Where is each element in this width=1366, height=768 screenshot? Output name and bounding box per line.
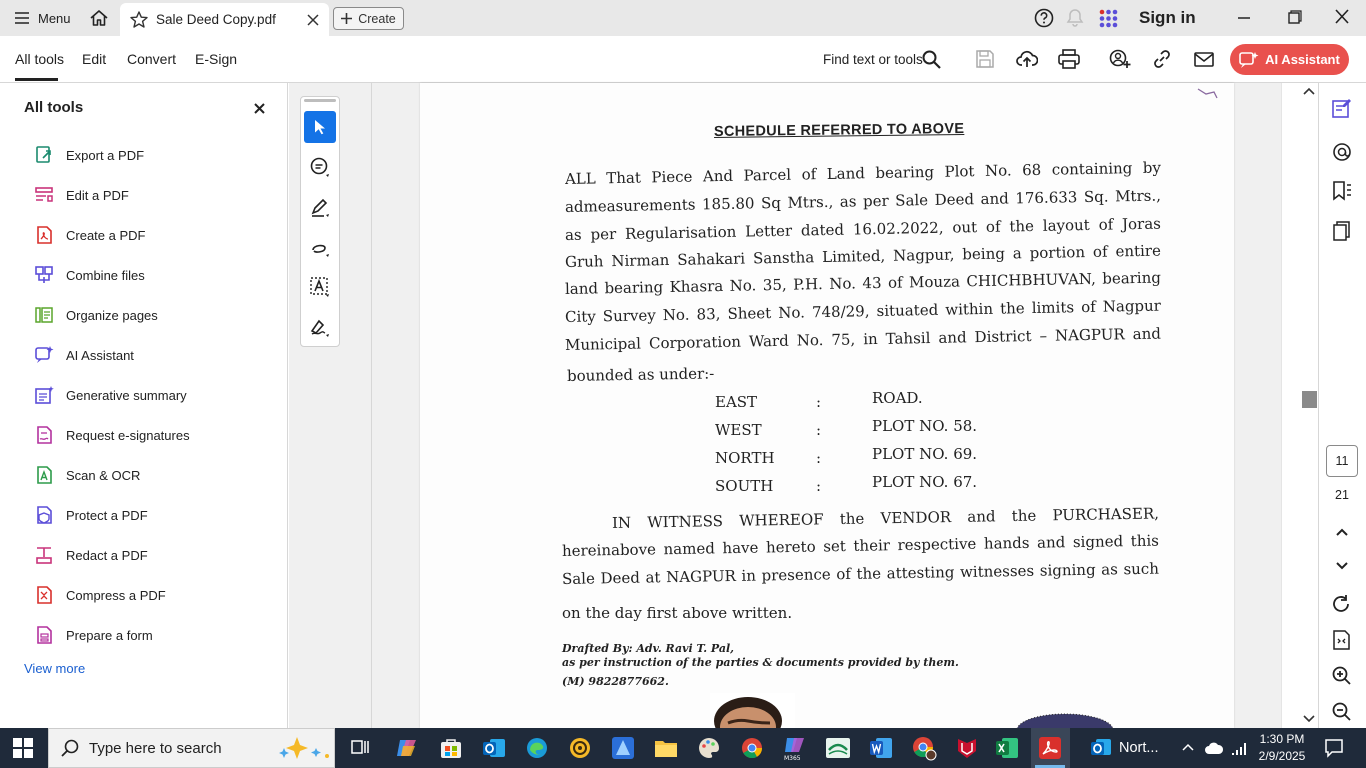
boundary-separator: : xyxy=(816,421,822,439)
scan-ocr-icon xyxy=(34,465,54,485)
close-panel-icon[interactable] xyxy=(253,102,266,115)
cursor-icon xyxy=(313,119,327,135)
boundary-separator: : xyxy=(816,477,822,495)
comment-icon xyxy=(309,156,331,178)
clock-date: 2/9/2025 xyxy=(1258,749,1306,763)
app-gradient-icon[interactable] xyxy=(608,734,638,762)
notification-bell-icon[interactable] xyxy=(1066,8,1084,28)
maximize-icon[interactable] xyxy=(1282,8,1306,28)
acrobat-app-icon[interactable] xyxy=(1035,734,1065,762)
compress-pdf-icon xyxy=(34,585,54,605)
tool-item-combine-files[interactable] xyxy=(34,264,145,286)
tool-item-label: Prepare a form xyxy=(66,627,153,643)
tab-esign[interactable]: E-Sign xyxy=(195,51,238,67)
word-app-icon[interactable] xyxy=(866,734,896,762)
paragraph-end-line: bounded as under:- xyxy=(566,364,715,385)
menu-label: Menu xyxy=(38,10,71,26)
boundary-direction: NORTH xyxy=(715,449,775,467)
total-pages: 21 xyxy=(1335,488,1349,502)
outlook-window-icon xyxy=(1089,737,1113,759)
print-icon[interactable] xyxy=(1058,49,1080,69)
tool-item-label: Compress a PDF xyxy=(66,587,166,603)
ai-sparkle-icon xyxy=(1239,51,1259,69)
chrome-browser-icon[interactable] xyxy=(737,734,767,762)
tool-item-label: Request e-signatures xyxy=(66,427,190,443)
boundary-direction: SOUTH xyxy=(715,477,774,495)
witness-line: Sale Deed at NAGPUR in presence of the attesting witnesses signing as such xyxy=(561,559,1160,588)
help-icon[interactable] xyxy=(1034,8,1054,28)
tool-item-request-esign[interactable] xyxy=(34,424,190,446)
windows-start-icon[interactable] xyxy=(13,738,33,758)
close-window-icon[interactable] xyxy=(1330,6,1354,28)
search-icon[interactable] xyxy=(922,50,941,69)
hamburger-icon xyxy=(14,11,30,25)
tool-item-edit-pdf[interactable] xyxy=(34,184,129,206)
drag-handle[interactable] xyxy=(304,99,336,102)
settings-app-icon[interactable] xyxy=(565,734,595,762)
previous-page-icon[interactable] xyxy=(1331,523,1353,541)
sign-pen-icon xyxy=(309,316,331,338)
passport-photo-right xyxy=(1010,708,1120,728)
tool-item-redact-pdf[interactable] xyxy=(34,544,148,566)
request-esign-icon xyxy=(34,425,54,445)
scroll-down-icon[interactable] xyxy=(1303,714,1315,724)
tool-item-export-pdf[interactable] xyxy=(34,144,144,166)
search-placeholder: Type here to search xyxy=(89,739,222,757)
schedule-heading: SCHEDULE REFERRED TO ABOVE xyxy=(713,120,965,140)
drafted-line: as per instruction of the parties & documents provided by them. xyxy=(562,656,959,669)
chrome-profile-icon[interactable] xyxy=(909,734,939,762)
home-button[interactable] xyxy=(86,6,112,30)
boundary-separator: : xyxy=(816,393,822,411)
page-corner-mark-icon xyxy=(1196,86,1218,100)
comments-panel-icon[interactable] xyxy=(1331,141,1353,163)
apps-grid-icon[interactable] xyxy=(1099,9,1118,28)
ai-assistant-icon xyxy=(34,345,54,365)
tool-item-label: Edit a PDF xyxy=(66,187,129,203)
taskbar-search-input[interactable] xyxy=(48,728,335,768)
menu-button[interactable] xyxy=(8,6,77,30)
active-tab-indicator xyxy=(15,78,58,81)
tool-item-label: Organize pages xyxy=(66,307,158,323)
export-pdf-icon xyxy=(34,145,54,165)
home-icon xyxy=(89,9,109,27)
task-view-icon[interactable] xyxy=(346,734,376,762)
paragraph-line: Municipal Corporation Ward No. 75, in Tahsil and District – NAGPUR and xyxy=(564,324,1162,354)
drafted-line: (M) 9822877662. xyxy=(562,675,669,688)
drafted-line: Drafted By: Adv. Ravi T. Pal, xyxy=(562,642,735,655)
clock-time: 1:30 PM xyxy=(1259,732,1305,746)
organize-pages-icon xyxy=(34,305,54,325)
ai-assistant-label: AI Assistant xyxy=(1265,52,1340,67)
boundary-separator: : xyxy=(816,449,822,467)
upload-cloud-icon[interactable] xyxy=(1016,49,1038,69)
scroll-up-icon[interactable] xyxy=(1303,86,1315,96)
tool-item-label: Generative summary xyxy=(66,387,187,403)
tool-item-organize-pages[interactable] xyxy=(34,304,158,326)
current-page-input[interactable]: 11 xyxy=(1326,445,1358,477)
view-more-link[interactable]: View more xyxy=(24,661,86,676)
edit-pdf-icon xyxy=(34,185,54,205)
star-icon[interactable] xyxy=(130,11,148,28)
witness-end-line: on the day first above written. xyxy=(562,604,793,622)
taskbar-outlook-window[interactable] xyxy=(1085,728,1169,768)
protect-pdf-icon xyxy=(34,505,54,525)
tool-item-compress-pdf[interactable] xyxy=(34,584,166,606)
boundary-value: PLOT NO. 58. xyxy=(872,417,978,435)
freehand-icon xyxy=(309,236,331,258)
paragraph-line: Gruh Nirman Sahakari Sanstha Limited, Nagpur, being a portion of entire xyxy=(564,241,1162,271)
close-tab-icon[interactable] xyxy=(307,14,319,26)
taskbar-clock[interactable] xyxy=(1250,731,1314,765)
paragraph-line: as per Regularisation Letter dated 16.02.2022, out of the layout of Joras xyxy=(564,214,1162,244)
microsoft-store-icon[interactable] xyxy=(436,734,466,762)
edge-browser-icon[interactable] xyxy=(522,734,552,762)
bookmarks-icon[interactable] xyxy=(1331,180,1353,202)
boundary-value: ROAD. xyxy=(872,389,923,407)
tool-item-label: Combine files xyxy=(66,267,145,283)
text-recognize-tool-button[interactable] xyxy=(304,271,336,303)
ai-assistant-button[interactable] xyxy=(1230,44,1349,75)
page-fit-icon[interactable] xyxy=(1331,629,1353,651)
redact-pdf-icon xyxy=(34,545,54,565)
find-text-button[interactable]: Find text or tools xyxy=(823,52,923,67)
passport-photo-left xyxy=(710,693,795,728)
save-icon[interactable] xyxy=(975,49,995,69)
tool-item-generative-summary[interactable] xyxy=(34,384,187,406)
witness-line: IN WITNESS WHEREOF the VENDOR and the PURCHASER, xyxy=(611,504,1160,532)
text-select-icon xyxy=(309,276,331,298)
tool-item-label: Protect a PDF xyxy=(66,507,148,523)
next-page-icon[interactable] xyxy=(1331,557,1353,575)
tool-item-label: Scan & OCR xyxy=(66,467,141,483)
sign-in-link[interactable]: Sign in xyxy=(1139,8,1196,27)
witness-line: hereinabove named have hereto set their respective hands and signed this xyxy=(561,531,1160,560)
zoom-out-icon[interactable] xyxy=(1331,702,1353,722)
notification-center-icon[interactable] xyxy=(1324,738,1344,758)
draw-tool-button[interactable] xyxy=(304,231,336,263)
file-explorer-icon[interactable] xyxy=(651,734,681,762)
highlight-tool-button[interactable] xyxy=(304,191,336,223)
network-icon[interactable] xyxy=(1231,740,1249,756)
sign-tool-button[interactable] xyxy=(304,311,336,343)
onedrive-cloud-icon[interactable] xyxy=(1204,741,1224,755)
boundary-direction: WEST xyxy=(715,421,762,439)
panel-title: All tools xyxy=(24,99,84,116)
minimize-icon[interactable] xyxy=(1232,8,1256,28)
excel-app-icon[interactable] xyxy=(992,734,1022,762)
generative-summary-icon xyxy=(34,385,54,405)
tool-item-label: Export a PDF xyxy=(66,147,145,163)
zoom-in-icon[interactable] xyxy=(1331,666,1353,686)
app-green-icon[interactable] xyxy=(823,734,853,762)
outlook-window-label: Nort... xyxy=(1119,740,1159,756)
scroll-thumb[interactable] xyxy=(1302,391,1317,408)
tool-item-create-pdf[interactable] xyxy=(34,224,145,246)
security-app-icon[interactable] xyxy=(952,734,982,762)
paint-app-icon[interactable] xyxy=(694,734,724,762)
paragraph-line: City Survey No. 83, Sheet No. 748/29, situated within the limits of Nagpur xyxy=(564,296,1162,326)
tool-item-prepare-form[interactable] xyxy=(34,624,153,646)
show-hidden-icons-chevron-icon[interactable] xyxy=(1181,740,1195,754)
pen-icon xyxy=(309,196,331,218)
boundary-direction: EAST xyxy=(715,393,758,411)
tool-item-label: AI Assistant xyxy=(66,347,134,363)
tool-item-label: Create a PDF xyxy=(66,227,146,243)
tab-edit[interactable]: Edit xyxy=(82,51,107,67)
tool-item-scan-ocr[interactable] xyxy=(34,464,140,486)
pages-thumbnails-icon[interactable] xyxy=(1331,220,1353,242)
create-pdf-icon xyxy=(34,225,54,245)
tab-convert[interactable]: Convert xyxy=(127,51,177,67)
paragraph-line: ALL That Piece And Parcel of Land bearing Plot No. 68 containing by xyxy=(564,158,1162,188)
copilot-app-icon[interactable] xyxy=(392,734,422,762)
boundary-value: PLOT NO. 69. xyxy=(872,445,978,463)
create-button[interactable] xyxy=(333,7,404,30)
search-icon xyxy=(61,739,79,757)
edit-panel-icon[interactable] xyxy=(1331,98,1353,120)
boundary-value: PLOT NO. 67. xyxy=(872,473,978,491)
bing-sparkle-icon xyxy=(272,734,334,762)
tab-all-tools[interactable]: All tools xyxy=(15,51,65,67)
svg-text:M365: M365 xyxy=(784,755,801,761)
plus-icon xyxy=(341,13,352,24)
paragraph-line: admeasurements 185.80 Sq Mtrs., as per Sale Deed and 176.633 Sq. Mtrs., xyxy=(564,186,1162,216)
tool-item-label: Redact a PDF xyxy=(66,547,148,563)
comment-tool-button[interactable] xyxy=(304,151,336,183)
combine-files-icon xyxy=(34,265,54,285)
link-icon[interactable] xyxy=(1151,49,1173,69)
select-tool-button[interactable] xyxy=(304,111,336,143)
outlook-app-icon[interactable] xyxy=(479,734,509,762)
tab-title: Sale Deed Copy.pdf xyxy=(156,12,276,27)
mail-icon[interactable] xyxy=(1193,49,1215,69)
prepare-form-icon xyxy=(34,625,54,645)
rotate-icon[interactable] xyxy=(1331,594,1353,614)
tool-item-protect-pdf[interactable] xyxy=(34,504,148,526)
paragraph-line: land bearing Khasra No. 35, P.H. No. 43 of Mouza CHICHBHUVAN, bearing xyxy=(564,268,1162,298)
create-label: Create xyxy=(358,11,396,26)
document-tab[interactable] xyxy=(120,3,329,36)
tool-item-ai-assistant[interactable] xyxy=(34,344,134,366)
share-user-icon[interactable] xyxy=(1109,49,1131,69)
microsoft-365-icon[interactable] xyxy=(780,734,810,762)
